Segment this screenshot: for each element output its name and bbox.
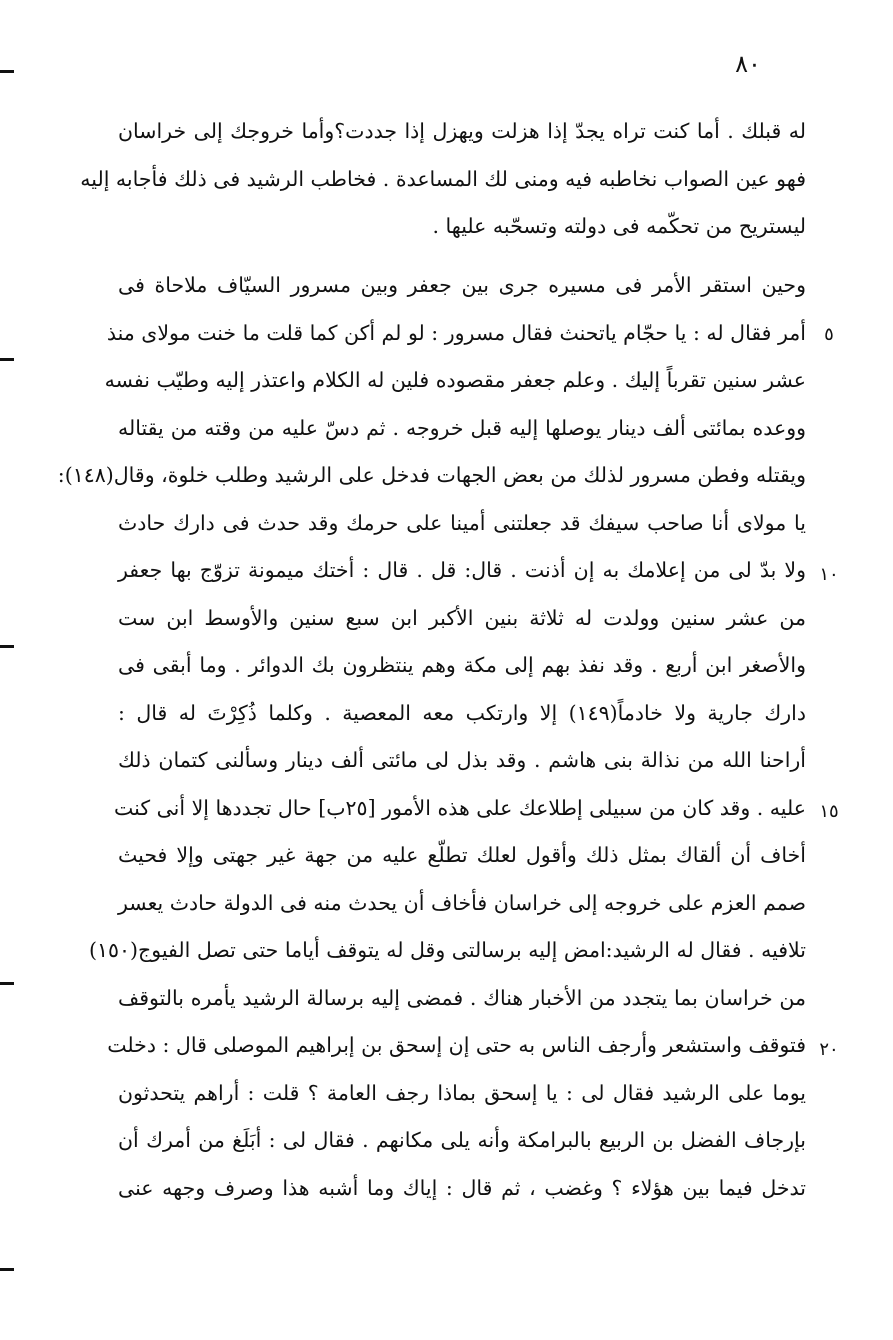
scan-edge-mark: [0, 645, 14, 648]
text-line: والأصغر ابن أربع . وقد نفذ بهم إلى مكة وهم ينتظرون بك الدوائر . وما أبقى فى: [118, 653, 806, 677]
text-line: تلافيه . فقال له الرشيد:امض إليه برسالتى وقل له يتوقف أياما حتى تصل الفيوج(١٥٠): [89, 938, 806, 962]
text-line: يا مولاى أنا صاحب سيفك قد جعلتنى أمينا على حرمك وقد حدث فى دارك حادث: [118, 510, 806, 535]
text-line: من خراسان بما يتجدد من الأخبار هناك . فمضى إليه برسالة الرشيد يأمره بالتوقف: [118, 985, 806, 1010]
text-line: ووعده بمائتى ألف دينار يوصلها إليه قبل خروجه . ثم دسّ عليه من وقته من يقتاله: [118, 415, 806, 440]
text-line: ليستريح من تحكّمه فى دولته وتسحّبه عليها .: [432, 214, 806, 238]
scan-edge-mark: [0, 358, 14, 361]
scan-edge-mark: [0, 982, 14, 985]
text-line: بإرجاف الفضل بن الربيع بالبرامكة وأنه يلى مكانهم . فقال لى : أبَلَغ من أمرك أن: [118, 1128, 806, 1152]
line-number-20: ٢٠: [819, 1039, 839, 1060]
paragraph-1: [80, 108, 806, 251]
page-number: ٨٠: [735, 50, 761, 78]
text-line: فهو عين الصواب نخاطبه فيه ومنى لك المساعدة . فخاطب الرشيد فى ذلك فأجابه إليه: [80, 166, 806, 191]
text-line: أخاف أن ألقاك بمثل ذلك وأقول لعلك تطلّع عليه من جهة غير جهتى وإلا فحيث: [118, 843, 806, 867]
text-line: وحين استقر الأمر فى مسيره جرى بين جعفر وبين مسرور السيّاف ملاحاة فى: [118, 273, 806, 297]
text-line: عليه . وقد كان من سبيلى إطلاعك على هذه الأمور [٢٥ب] حال تجددها إلا أنى كنت: [114, 795, 806, 820]
text-line: من عشر سنين وولدت له ثلاثة بنين الأكبر ابن سبع سنين والأوسط ابن ست: [118, 605, 806, 630]
line-number-15: ١٥: [819, 801, 839, 822]
text-line: ولا بدّ لى من إعلامك به إن أذنت . قال: قل . قال : أختك ميمونة تزوّج بها جعفر: [118, 558, 806, 582]
text-line: يوما على الرشيد فقال لى : يا إسحق بماذا رجف العامة ؟ قلت : أراهم يتحدثون: [118, 1080, 806, 1105]
text-line: أمر فقال له : يا حجّام ياتحنث فقال مسرور : لو لم أكن كما قلت ما خنت مولاى منذ: [106, 320, 806, 345]
line-number-10: ١٠: [819, 564, 839, 585]
text-line: دارك جارية ولا خادماً(١٤٩) إلا وارتكب معه المعصية . وكلما ذُكِرْتَ له قال :: [118, 700, 806, 725]
text-line: فتوقف واستشعر وأرجف الناس به حتى إن إسحق بن إبراهيم الموصلى قال : دخلت: [107, 1033, 806, 1057]
scan-edge-mark: [0, 1268, 14, 1271]
text-line: تدخل فيما بين هؤلاء ؟ وغضب ، ثم قال : إياك وما أشبه هذا وصرف وجهه عنى: [118, 1175, 806, 1200]
text-line: أراحنا الله من نذالة بنى هاشم . وقد بذل لى مائتى ألف دينار وسألنى كتمان ذلك: [118, 748, 806, 772]
scan-edge-mark: [0, 70, 14, 73]
text-line: له قبلك . أما كنت تراه يجدّ إذا هزلت ويهزل إذا جددت؟وأما خروجك إلى خراسان: [118, 119, 806, 143]
text-line: ويقتله وفطن مسرور لذلك من بعض الجهات فدخل على الرشيد وطلب خلوة، وقال(١٤٨):: [57, 463, 806, 487]
text-line: عشر سنين تقرباً إليك . وعلم جعفر مقصوده فلين له الكلام واعتذر إليه وطيّب نفسه: [104, 368, 806, 392]
text-line: صمم العزم على خروجه إلى خراسان فأخاف أن يحدث منه فى الدولة حادث يعسر: [118, 890, 806, 915]
line-number-5: ٥: [824, 324, 834, 345]
paragraph-2: [57, 262, 806, 1212]
